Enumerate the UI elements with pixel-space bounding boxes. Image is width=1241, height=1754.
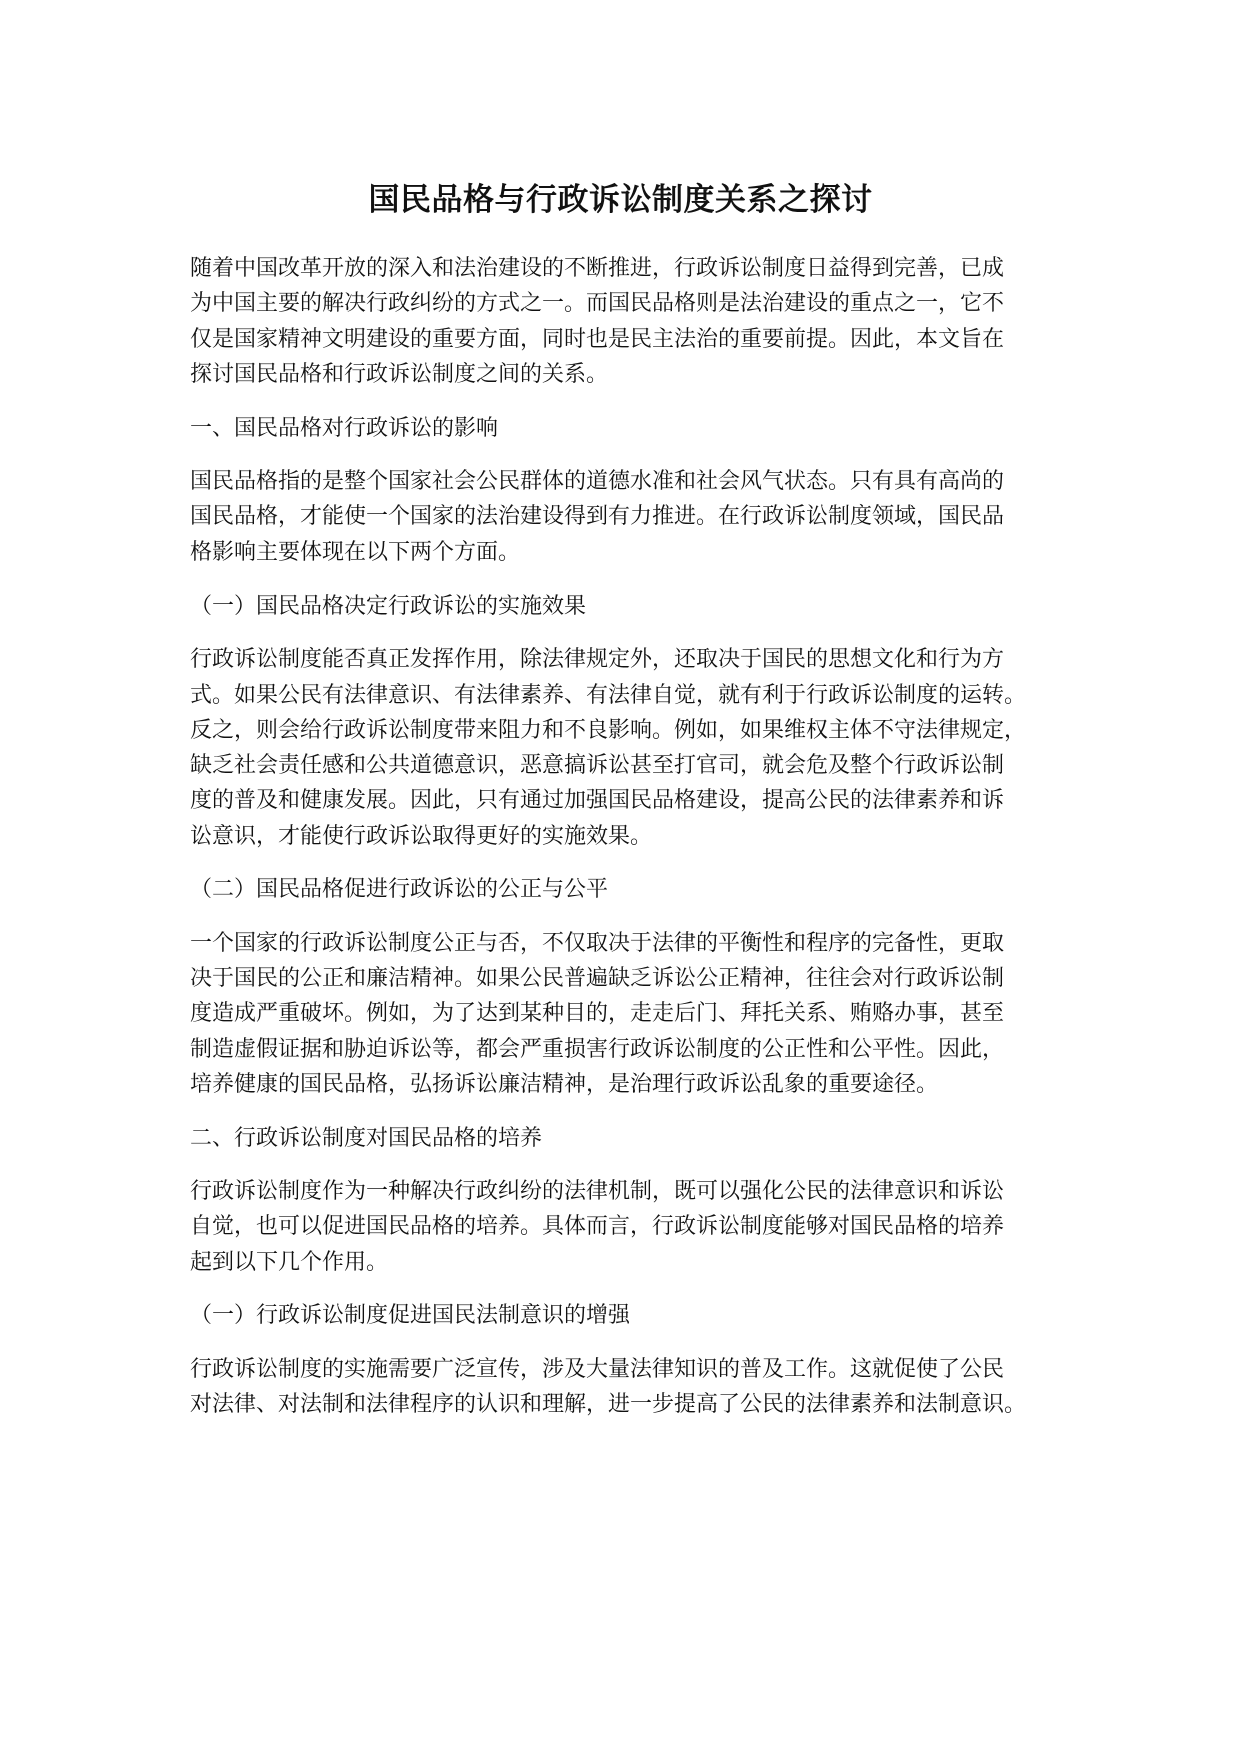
intro-line: 仅是国家精神文明建设的重要方面，同时也是民主法治的重要前提。因此，本文旨在	[190, 327, 1005, 352]
paragraph-line: 度造成严重破坏。例如，为了达到某种目的，走走后门、拜托关系、贿赂办事，甚至	[190, 1001, 1005, 1026]
paragraph-line: 对法律、对法制和法律程序的认识和理解，进一步提高了公民的法律素养和法制意识。	[190, 1392, 1027, 1417]
paragraph-line: 行政诉讼制度能否真正发挥作用，除法律规定外，还取决于国民的思想文化和行为方	[190, 647, 1005, 672]
paragraph-line: 起到以下几个作用。	[190, 1250, 389, 1275]
document-title: 国民品格与行政诉讼制度关系之探讨	[368, 182, 873, 218]
section-heading: 二、行政诉讼制度对国民品格的培养	[190, 1126, 543, 1151]
paragraph-line: 缺乏社会责任感和公共道德意识，恶意搞诉讼甚至打官司，就会危及整个行政诉讼制	[190, 753, 1005, 778]
intro-line: 为中国主要的解决行政纠纷的方式之一。而国民品格则是法治建设的重点之一，它不	[190, 291, 1005, 316]
paragraph-line: 决于国民的公正和廉洁精神。如果公民普遍缺乏诉讼公正精神，往往会对行政诉讼制	[190, 966, 1005, 991]
section-heading: 一、国民品格对行政诉讼的影响	[190, 416, 499, 441]
paragraph-line: 度的普及和健康发展。因此，只有通过加强国民品格建设，提高公民的法律素养和诉	[190, 788, 1005, 813]
subsection-heading: （二）国民品格促进行政诉讼的公正与公平	[190, 877, 609, 902]
intro-line: 随着中国改革开放的深入和法治建设的不断推进，行政诉讼制度日益得到完善，已成	[190, 256, 1005, 281]
paragraph-line: 自觉，也可以促进国民品格的培养。具体而言，行政诉讼制度能够对国民品格的培养	[190, 1214, 1005, 1239]
paragraph-line: 格影响主要体现在以下两个方面。	[190, 540, 521, 565]
paragraph-line: 国民品格指的是整个国家社会公民群体的道德水准和社会风气状态。只有具有高尚的	[190, 469, 1005, 494]
subsection-heading: （一）行政诉讼制度促进国民法制意识的增强	[190, 1303, 631, 1328]
paragraph-line: 反之，则会给行政诉讼制度带来阻力和不良影响。例如，如果维权主体不守法律规定，	[190, 718, 1027, 743]
paragraph-line: 式。如果公民有法律意识、有法律素养、有法律自觉，就有利于行政诉讼制度的运转。	[190, 683, 1027, 708]
paragraph-line: 一个国家的行政诉讼制度公正与否，不仅取决于法律的平衡性和程序的完备性，更取	[190, 931, 1005, 956]
paragraph-line: 行政诉讼制度作为一种解决行政纠纷的法律机制，既可以强化公民的法律意识和诉讼	[190, 1179, 1005, 1204]
paragraph-line: 国民品格，才能使一个国家的法治建设得到有力推进。在行政诉讼制度领域，国民品	[190, 504, 1005, 529]
paragraph-line: 培养健康的国民品格，弘扬诉讼廉洁精神，是治理行政诉讼乱象的重要途径。	[190, 1072, 939, 1097]
subsection-heading: （一）国民品格决定行政诉讼的实施效果	[190, 594, 587, 619]
paragraph-line: 行政诉讼制度的实施需要广泛宣传，涉及大量法律知识的普及工作。这就促使了公民	[190, 1357, 1005, 1382]
paragraph-line: 制造虚假证据和胁迫诉讼等，都会严重损害行政诉讼制度的公正性和公平性。因此，	[190, 1037, 1005, 1062]
intro-line: 探讨国民品格和行政诉讼制度之间的关系。	[190, 362, 609, 387]
paragraph-line: 讼意识，才能使行政诉讼取得更好的实施效果。	[190, 824, 653, 849]
